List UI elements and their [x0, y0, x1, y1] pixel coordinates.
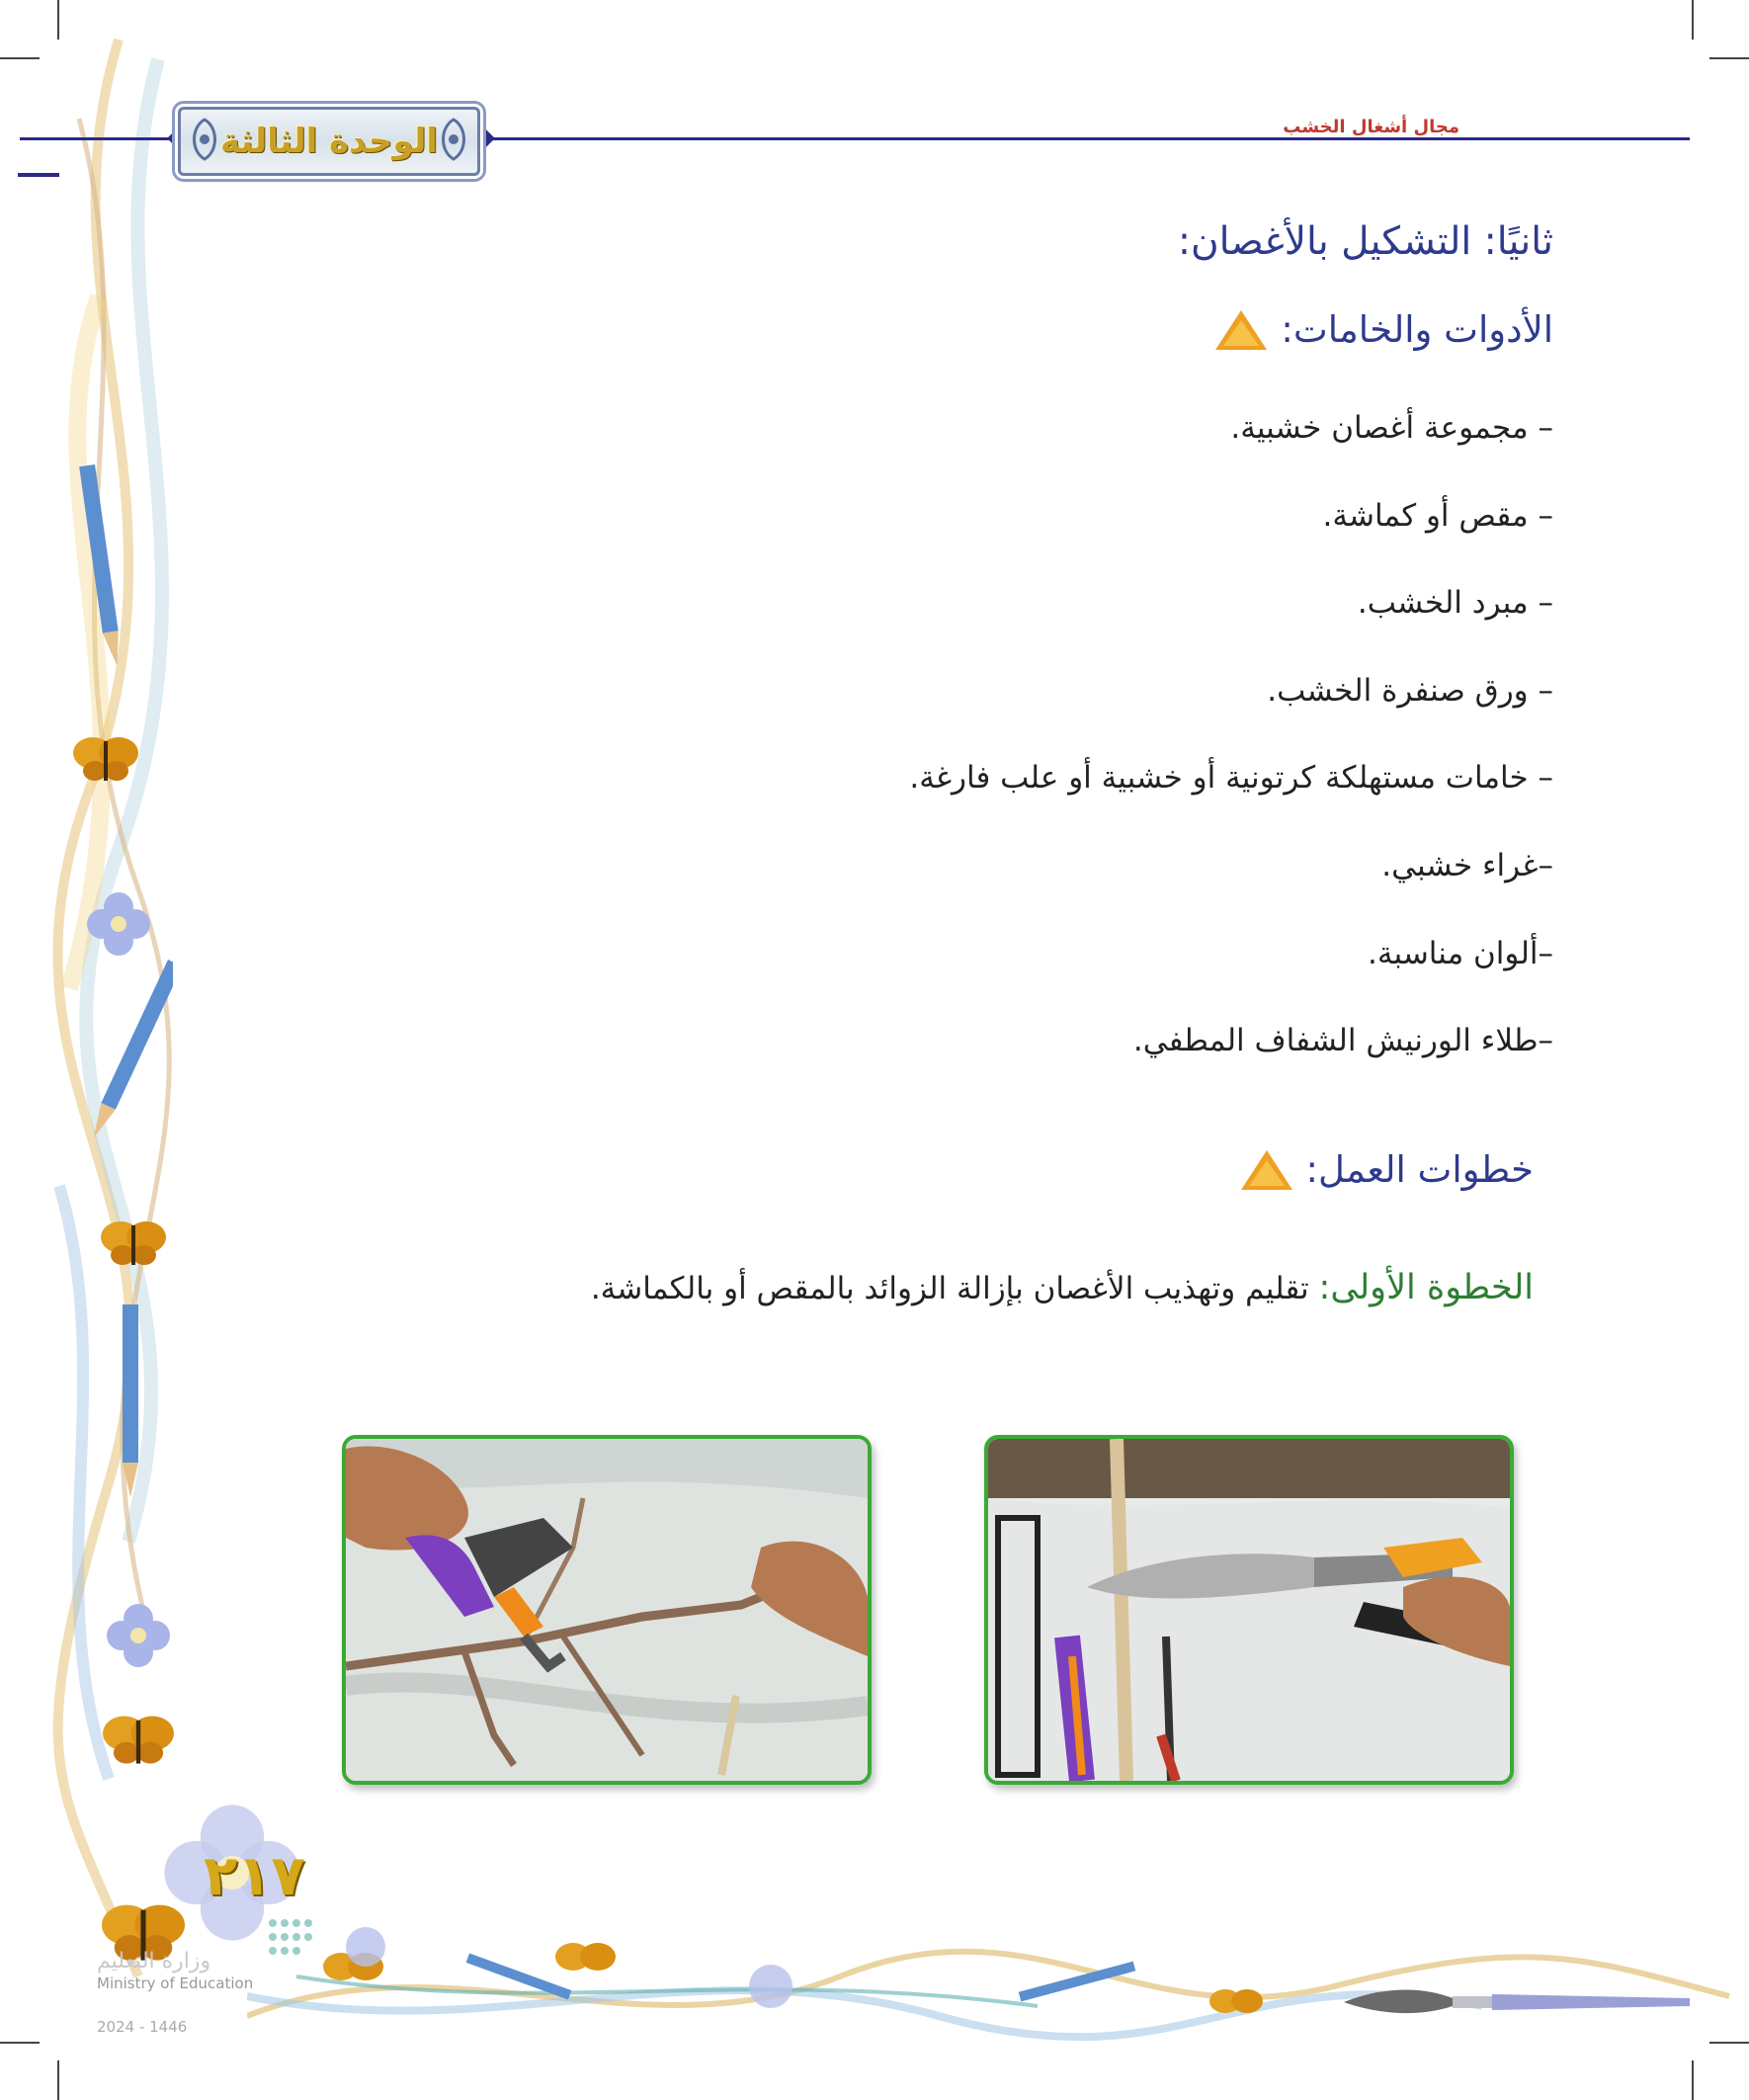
tools-heading-text: الأدوات والخامات:: [1281, 308, 1553, 351]
butterfly-icon: [71, 731, 140, 786]
crop-mark: [1709, 57, 1749, 59]
steps-heading-text: خطوات العمل:: [1305, 1148, 1534, 1191]
list-item: –غراء خشبي.: [1381, 848, 1553, 883]
list-item: – مقص أو كماشة.: [1322, 498, 1553, 534]
crop-mark: [1692, 0, 1694, 40]
step-1-label: الخطوة الأولى:: [1318, 1268, 1534, 1307]
ministry-name-ar: وزارة التعليم: [97, 1949, 211, 1974]
butterfly-icon: [99, 1710, 178, 1769]
warning-triangle-icon: [1241, 1150, 1292, 1190]
header-rule: [479, 137, 1690, 140]
field-title: مجال أشغال الخشب: [1275, 117, 1467, 137]
ornament-icon: [434, 118, 473, 161]
flower-icon: [104, 1601, 173, 1670]
photo-cutting-branch-shears: [984, 1435, 1514, 1785]
ministry-name-en: Ministry of Education: [97, 1974, 254, 1992]
butterfly-icon: [1209, 1989, 1263, 2013]
page-number: ٢١٧: [204, 1844, 305, 1908]
tools-heading: [1215, 308, 1553, 351]
dot-pattern-logo: [267, 1917, 326, 1957]
photo-cutting-branch-pliers: [342, 1435, 872, 1785]
section-title: ثانيًا: التشكيل بالأغصان:: [1177, 219, 1553, 264]
warning-triangle-icon: [1215, 310, 1267, 350]
unit-banner: [178, 107, 480, 176]
list-item: – ورق صنفرة الخشب.: [1267, 673, 1553, 709]
flower-icon: [84, 889, 153, 959]
ornament-icon: [185, 118, 224, 161]
steps-heading: [1241, 1148, 1535, 1191]
edition-year: 2024 - 1446: [97, 2018, 188, 2036]
decorative-border-vine: [0, 0, 415, 2100]
paintbrush-icon: [1344, 1976, 1700, 2026]
pencil-icon: [77, 464, 126, 672]
butterfly-icon: [99, 1216, 168, 1270]
pencil-icon: [111, 1304, 150, 1502]
header-rule: [20, 137, 178, 140]
list-item: – مبرد الخشب.: [1357, 585, 1553, 621]
list-item: –طلاء الورنيش الشفاف المطفي.: [1132, 1023, 1553, 1058]
crop-mark: [1692, 2060, 1694, 2100]
step-1-text: تقليم وتهذيب الأغصان بإزالة الزوائد بالمقص أو بالكماشة.: [590, 1271, 1319, 1306]
step-1: [591, 1268, 1534, 1307]
butterfly-icon: [555, 1943, 616, 1971]
left-tab-marker: [18, 173, 59, 177]
list-item: –ألوان مناسبة.: [1367, 936, 1553, 971]
list-item: – مجموعة أغصان خشبية.: [1230, 410, 1553, 446]
list-item: – خامات مستهلكة كرتونية أو خشبية أو علب فارغة.: [909, 760, 1553, 796]
unit-title: الوحدة الثالثة: [219, 122, 439, 161]
pencil-icon: [94, 954, 173, 1151]
